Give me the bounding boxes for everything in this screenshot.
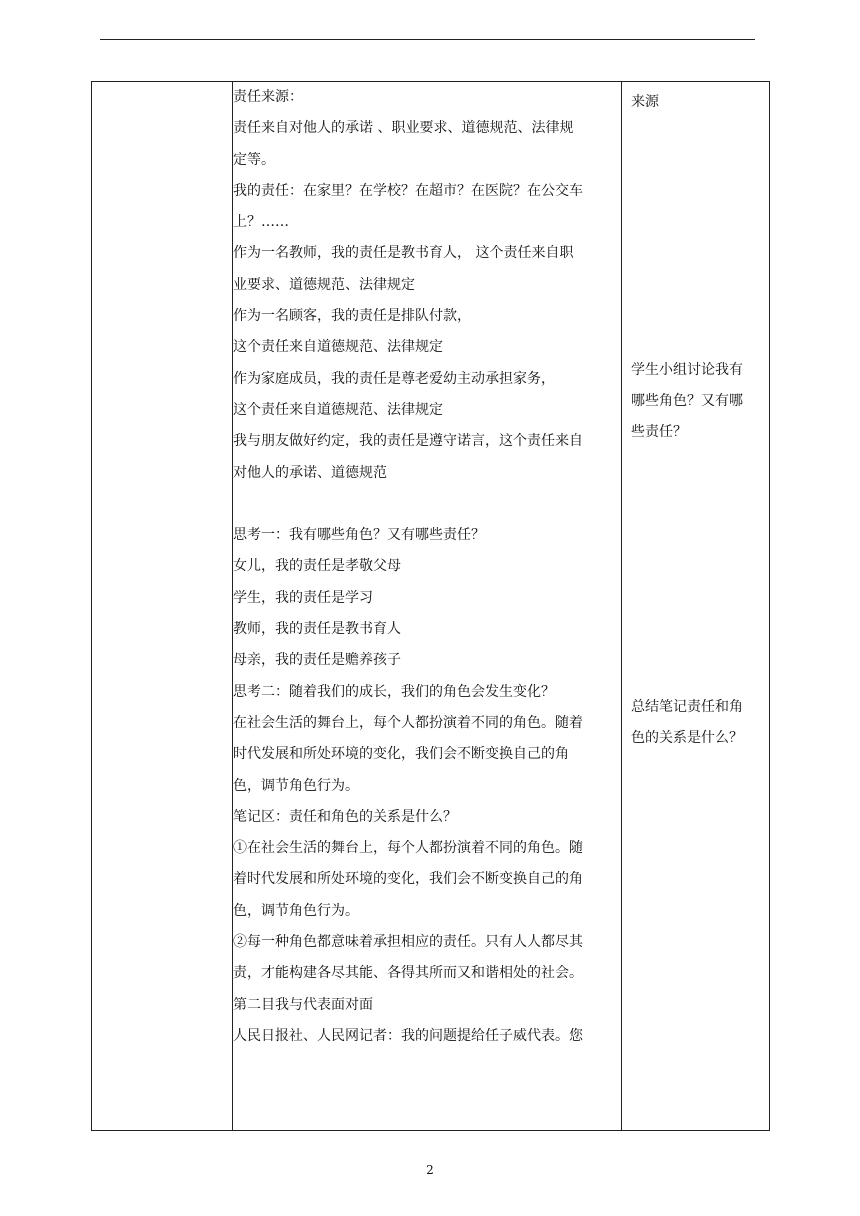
content-line: 作为家庭成员，我的责任是尊老爱幼主动承担家务， [233, 370, 555, 387]
content-line: ①在社会生活的舞台上，每个人都扮演着不同的角色。随 [233, 840, 583, 857]
content-line: 我的责任：在家里？在学校？在超市？在医院？在公交车 [233, 182, 583, 199]
note-source [631, 87, 763, 118]
content-line: 我与朋友做好约定，我的责任是遵守诺言，这个责任来自 [233, 433, 583, 450]
content-line: 业要求、道德规范、法律规定 [233, 276, 415, 293]
note-group-discussion [631, 355, 763, 448]
header-rule [100, 39, 755, 40]
lesson-table [91, 81, 770, 1131]
page-number: 2 [426, 1163, 434, 1177]
content-line: 责，才能构建各尽其能、各得其所而又和谐相处的社会。 [233, 965, 583, 982]
content-line: 笔记区：责任和角色的关系是什么？ [233, 808, 457, 825]
content-line: 对他人的承诺、道德规范 [233, 464, 387, 481]
note-line: 些责任？ [631, 424, 687, 440]
left-column-cell [92, 82, 233, 1131]
note-line: 哪些角色？又有哪 [631, 393, 743, 409]
note-line: 来源 [631, 94, 659, 110]
content-line: 思考二：随着我们的成长，我们的角色会发生变化？ [233, 683, 555, 700]
content-line: ②每一种角色都意味着承担相应的责任。只有人人都尽其 [233, 934, 583, 951]
content-line: 定等。 [233, 151, 275, 168]
content-line: 作为一名顾客，我的责任是排队付款， [233, 308, 471, 325]
content-line: 女儿，我的责任是孝敬父母 [233, 558, 401, 575]
blank-line [233, 489, 621, 520]
content-line: 色，调节角色行为。 [233, 902, 359, 919]
content-line: 责任来源： [233, 89, 303, 105]
content-line: 母亲，我的责任是赡养孩子 [233, 652, 401, 669]
content-line: 学生，我的责任是学习 [233, 589, 373, 606]
content-line: 上？…… [233, 214, 289, 231]
content-line: 思考一：我有哪些角色？又有哪些责任？ [233, 527, 485, 544]
content-line: 人民日报社、人民网记者：我的问题提给任子威代表。您 [233, 1027, 583, 1044]
content-line: 时代发展和所处环境的变化，我们会不断变换自己的角 [233, 746, 569, 763]
content-line: 第二目我与代表面对面 [233, 996, 373, 1013]
content-line: 作为一名教师，我的责任是教书育人， 这个责任来自职 [233, 245, 574, 262]
content-line: 色，调节角色行为。 [233, 777, 359, 794]
content-line: 教师，我的责任是教书育人 [233, 621, 401, 638]
content-line: 着时代发展和所处环境的变化，我们会不断变换自己的角 [233, 871, 583, 888]
content-line: 在社会生活的舞台上，每个人都扮演着不同的角色。随着 [233, 714, 583, 731]
content-line: 这个责任来自道德规范、法律规定 [233, 401, 443, 418]
note-line: 色的关系是什么？ [631, 730, 743, 746]
note-line: 学生小组讨论我有 [631, 362, 743, 378]
content-line: 这个责任来自道德规范、法律规定 [233, 339, 443, 356]
notes-cell [622, 82, 770, 1131]
content-cell [233, 82, 622, 1131]
content-line: 责任来自对他人的承诺 、职业要求、道德规范、法律规 [233, 120, 574, 137]
note-summary [631, 692, 763, 754]
note-line: 总结笔记责任和角 [631, 699, 743, 715]
